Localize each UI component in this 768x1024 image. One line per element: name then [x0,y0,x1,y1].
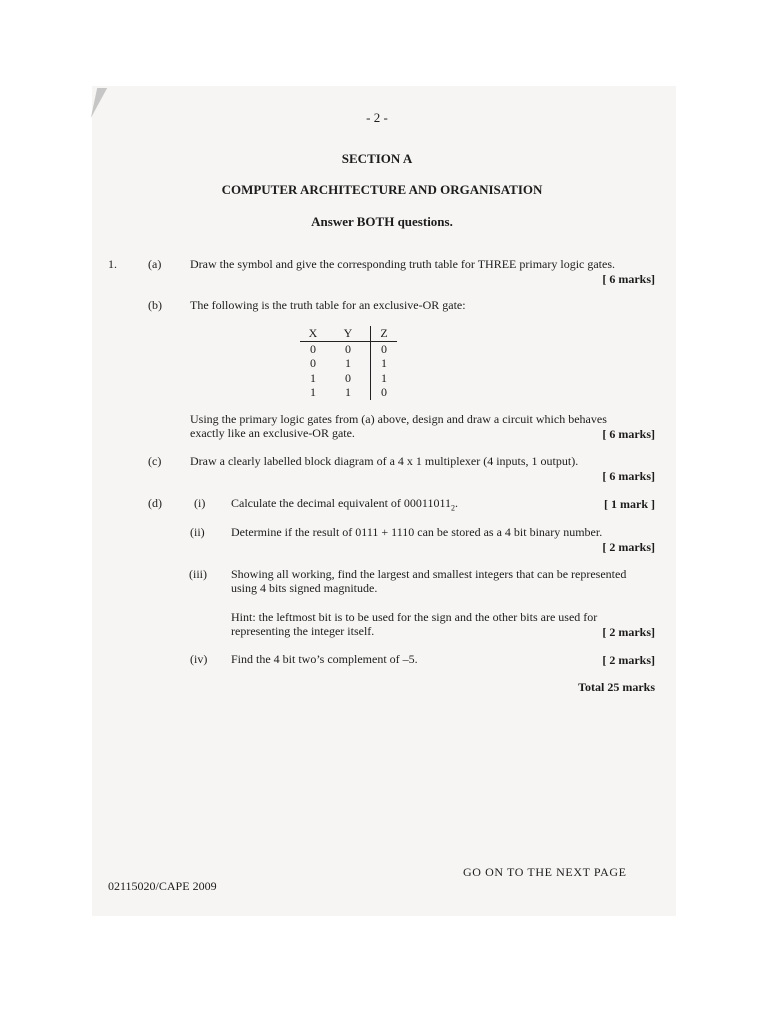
table-row [300,356,397,371]
cell-z: 0 [371,341,398,356]
header-z: Z [371,326,398,341]
part-d-iv-text: Find the 4 bit two’s complement of –5. [231,652,418,666]
part-d-iv-label: (iv) [190,652,208,666]
part-b-marks: [ 6 marks] [602,427,655,441]
cell-y: 1 [345,356,351,370]
part-d-iii-hint-line1: Hint: the leftmost bit is to be used for the sign and the other bits are used for [231,610,598,624]
section-title: SECTION A [341,151,413,166]
table-row [300,341,397,356]
subject-title: COMPUTER ARCHITECTURE AND ORGANISATION [221,182,543,197]
part-d-i-marks: [ 1 mark ] [604,497,655,511]
part-d-ii-marks: [ 2 marks] [602,540,655,554]
instruction: Answer BOTH questions. [311,214,453,229]
part-b-text-line1: Using the primary logic gates from (a) above, design and draw a circuit which behaves [190,412,607,426]
part-d-iii-text-line2: using 4 bits signed magnitude. [231,581,378,595]
next-page-note: GO ON TO THE NEXT PAGE [463,865,627,879]
paper-code: 02115020/CAPE 2009 [108,879,217,893]
part-d-ii-label: (ii) [190,525,205,539]
table-row [300,371,397,386]
header-y: Y [326,326,371,341]
cell-x: 0 [310,356,316,370]
part-c-text: Draw a clearly labelled block diagram of a 4 x 1 multiplexer (4 inputs, 1 output). [190,454,579,468]
part-d-iv-marks: [ 2 marks] [602,653,655,667]
cell-y: 0 [345,370,351,385]
part-a-label: (a) [148,257,162,271]
part-d-ii-text: Determine if the result of 0111 + 1110 can be stored as a 4 bit binary number. [231,525,603,539]
part-d-i-subscript: 2 [451,503,456,513]
part-b-label: (b) [148,298,162,312]
header-x: X [300,326,326,341]
cell-x: 0 [310,341,316,356]
part-b-intro: The following is the truth table for an exclusive-OR gate: [190,298,466,312]
part-d-i-label: (i) [194,496,206,510]
part-d-label: (d) [148,496,162,510]
part-d-iii-label: (iii) [189,567,207,581]
part-d-i-trail: . [455,496,459,510]
question-number: 1. [108,257,117,271]
part-c-label: (c) [148,454,162,468]
part-d-iii-text-line1: Showing all working, find the largest and smallest integers that can be represented [231,567,627,581]
xor-truth-table [300,326,397,400]
part-b-text-line2: exactly like an exclusive-OR gate. [190,426,355,440]
cell-z: 1 [371,356,398,371]
table-row [300,385,397,400]
part-d-iii-hint-line2: representing the integer itself. [231,624,375,638]
part-a-marks: [ 6 marks] [602,272,655,286]
part-c-marks: [ 6 marks] [602,469,655,483]
part-a-text: Draw the symbol and give the corresponding truth table for THREE primary logic gates. [190,257,616,271]
page-number: - 2 - [366,110,388,125]
total-marks: Total 25 marks [578,680,655,694]
truth-table-header [300,326,397,341]
part-d-i-text [231,496,458,512]
cell-z: 0 [371,385,398,400]
cell-x: 1 [310,370,316,385]
cell-z: 1 [371,371,398,386]
cell-y: 1 [345,385,351,399]
cell-x: 1 [310,385,316,399]
cell-y: 0 [345,341,351,356]
part-d-i-main: Calculate the decimal equivalent of 00011011 [231,496,452,510]
part-d-iii-marks: [ 2 marks] [602,625,655,639]
